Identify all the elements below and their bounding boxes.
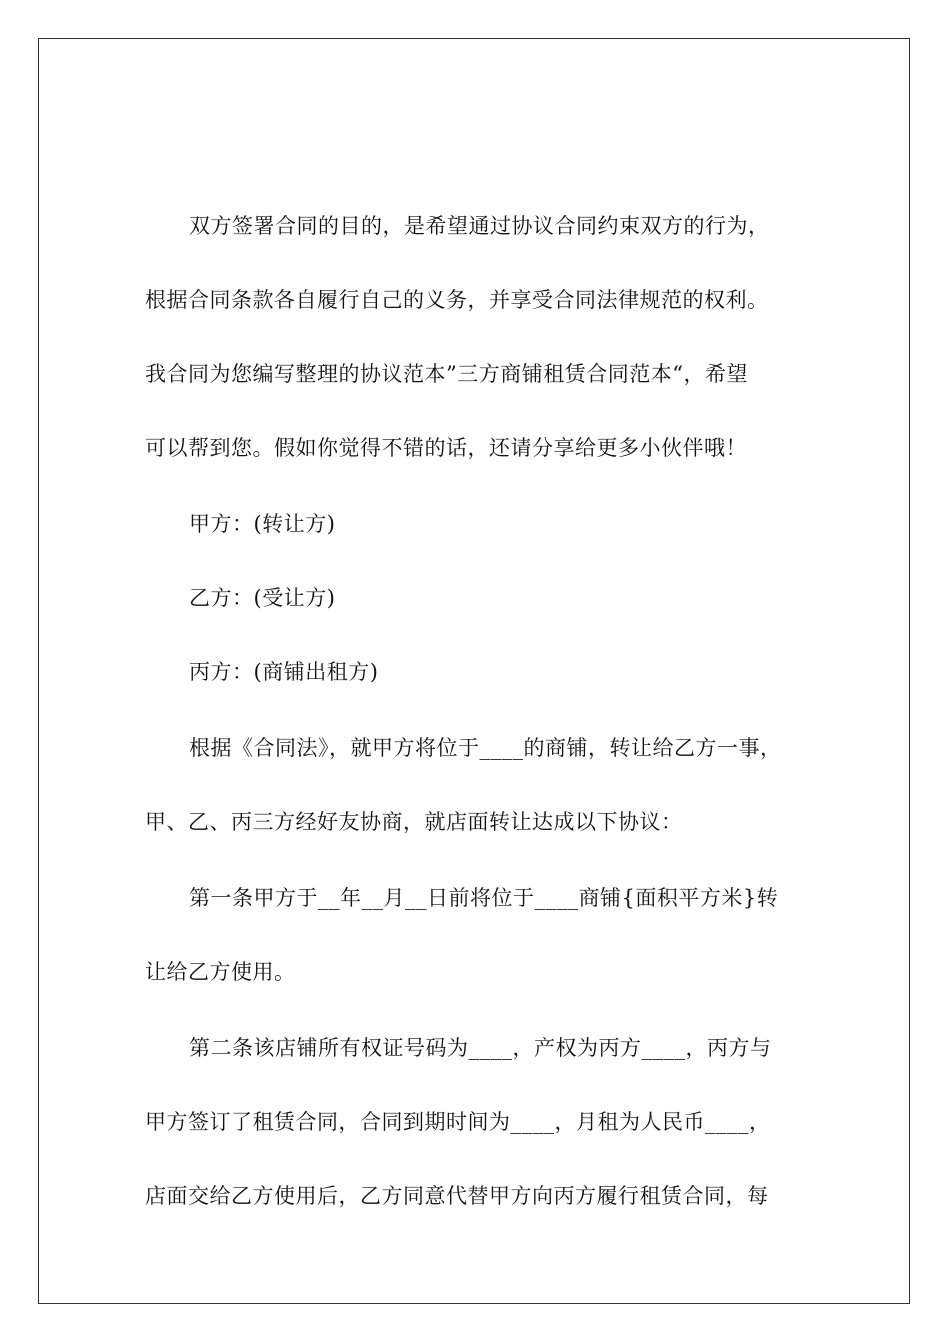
party-b-line: 乙方：(受让方) (189, 586, 336, 610)
paragraph-intro-line-2: 根据合同条款各自履行自己的义务，并享受合同法律规范的权利。 (145, 288, 769, 312)
preamble-line-1: 根据《合同法》，就甲方将位于____的商铺，转让给乙方一事， (189, 736, 782, 760)
paragraph-intro-line-3: 我合同为您编写整理的协议范本”三方商铺租赁合同范本“，希望 (145, 362, 748, 386)
preamble-line-2: 甲、乙、丙三方经好友协商，就店面转让达成以下协议： (145, 810, 683, 834)
article-2-line-1: 第二条该店铺所有权证号码为____，产权为丙方____，丙方与 (189, 1036, 772, 1060)
article-1-line-2: 让给乙方使用。 (145, 960, 296, 984)
article-2-line-3: 店面交给乙方使用后，乙方同意代替甲方向丙方履行租赁合同，每 (145, 1184, 769, 1208)
article-1-line-1: 第一条甲方于__年__月__日前将位于____商铺{面积平方米}转 (189, 886, 779, 910)
paragraph-intro-line-1: 双方签署合同的目的，是希望通过协议合同约束双方的行为， (189, 214, 770, 238)
paragraph-intro-line-4: 可以帮到您。假如你觉得不错的话，还请分享给更多小伙伴哦！ (145, 436, 747, 460)
article-2-line-2: 甲方签订了租赁合同，合同到期时间为____，月租为人民币____， (145, 1110, 771, 1134)
party-c-line: 丙方：(商铺出租方) (189, 660, 379, 684)
party-a-line: 甲方：(转让方) (189, 512, 336, 536)
